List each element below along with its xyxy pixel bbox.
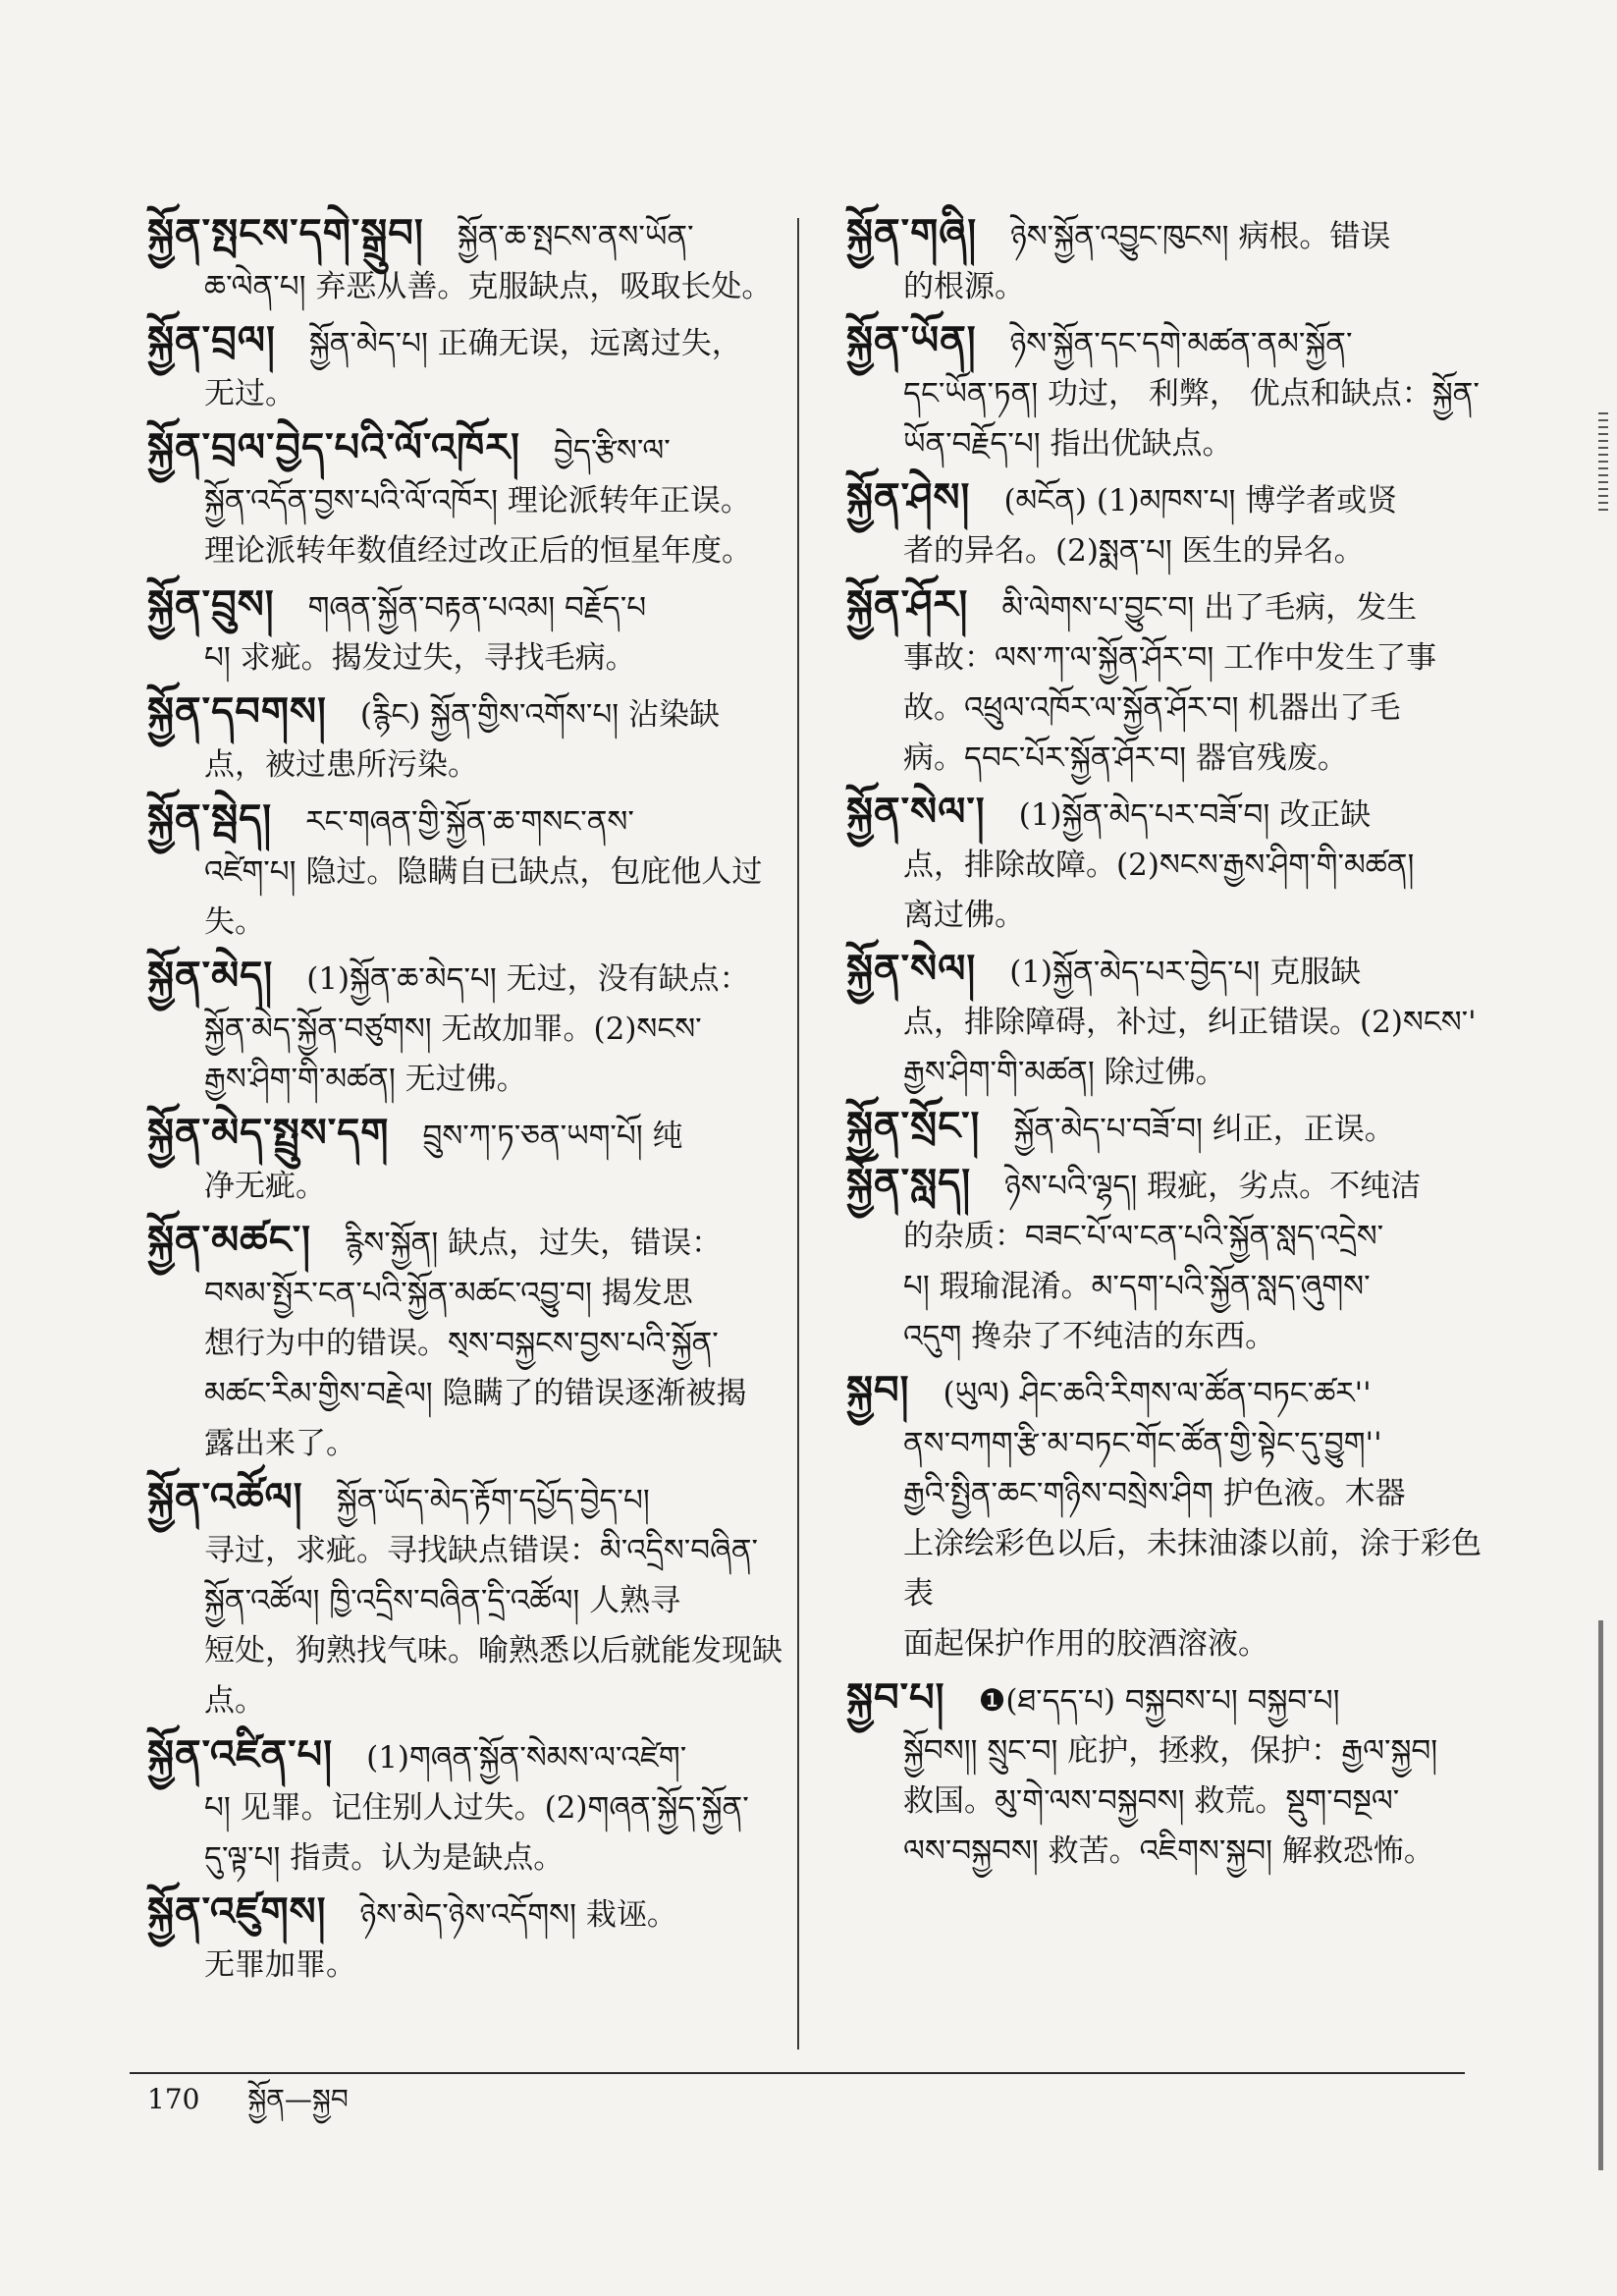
entry-definition-line: 无罪加罪。 <box>204 1947 356 1983</box>
entry-definition-line: རྒྱའི་སྤྱིན་ཆང་གཉིས་བསྲེས་ཤིག 护色液。木器 <box>903 1476 1406 1511</box>
dictionary-entry <box>147 1108 785 1212</box>
entry-definition-line: པ། 求疵。揭发过失，寻找毛病。 <box>204 640 636 676</box>
entry-definition-line: 上涂绘彩色以后，未抹油漆以前，涂于彩色表 <box>903 1526 1482 1612</box>
entry-headword: སྐྱོན་འཛུགས། <box>147 1888 327 1935</box>
page-range: སྐྱོན—སྐྱབ <box>247 2083 349 2115</box>
entry-headword: སྐྱོན་ཤོར། <box>846 581 969 628</box>
entry-definition-line: (ཡུལ) ཤིང་ཆའི་རིགས་ལ་ཚོན་བཏང་ཚར'' <box>943 1376 1372 1411</box>
entry-headword: སྐྱོན་མེད། <box>147 953 274 999</box>
entry-headword: སྐྱོན་བྲུས། <box>147 581 275 628</box>
entry-definition-line: (མངོན) (1)མཁས་པ། 博学者或贤 <box>1003 483 1398 519</box>
entry-definition-line: མཚང་རིམ་གྱིས་བརྗེལ། 隐瞒了的错误逐渐被揭 <box>204 1376 747 1411</box>
entry-headword: སྐྱོན་གཞི། <box>846 210 978 256</box>
entry-definition-line: 病。དབང་པོར་སྐྱོན་ཤོར་བ། 器官残废。 <box>903 740 1348 776</box>
entry-definition-line: 理论派转年数值经过改正后的恒星年度。 <box>204 533 752 569</box>
entry-definition-line: (1)སྐྱོན་ཆ་མེད་པ། 无过，没有缺点： <box>306 961 750 997</box>
entry-definition-line: སྐྱོན་ཆ་སྤངས་ནས་ཡོན་ <box>457 219 694 254</box>
dictionary-entry <box>147 579 785 683</box>
dictionary-entry <box>846 1101 1484 1155</box>
entry-definition-line: (1)གཞན་སྐྱོན་སེམས་ལ་འཛེག་ <box>366 1740 687 1776</box>
entry-definition-line: ལས་བསྐྱབས། 救苦。འཇིགས་སྐྱབ། 解救恐怖。 <box>903 1833 1434 1869</box>
entry-definition-line: ❶(ཐ་དད་པ) བསྐྱབས་པ། བསྐྱབ་པ། <box>978 1683 1340 1719</box>
dictionary-entry <box>846 579 1484 784</box>
dictionary-entry <box>846 472 1484 576</box>
entry-definition-line: རྙིས་སྐྱོན། 缺点，过失，错误： <box>345 1226 723 1261</box>
entry-definition-line: 事故：ལས་ཀ་ལ་སྐྱོན་ཤོར་བ། 工作中发生了事 <box>903 640 1437 676</box>
dictionary-entry <box>147 686 785 791</box>
dictionary-entry <box>846 1672 1484 1877</box>
entry-definition-line: 寻过，求疵。寻找缺点错误：མི་འདྲིས་བཞིན་ <box>204 1533 759 1568</box>
entry-definition-line: ཉེས་སྐྱོན་དང་དགེ་མཚན་ནམ་སྐྱོན་ <box>1009 326 1353 361</box>
dictionary-entry <box>147 1729 785 1884</box>
dictionary-entry <box>846 944 1484 1098</box>
margin-bar <box>1598 1620 1603 2170</box>
entry-definition-line: འཛེག་པ། 隐过。隐瞒自已缺点，包庇他人过失。 <box>204 854 763 940</box>
dictionary-entry <box>147 793 785 948</box>
entry-headword: སྐྱོན་བྲལ་བྱེད་པའི་ལོ་འཁོར། <box>147 424 521 470</box>
entry-definition-line: 点，排除障碍，补过，纠正错误。(2)སངས་' <box>903 1005 1477 1040</box>
entry-definition-line: (རྙིང) སྐྱོན་གྱིས་འགོས་པ། 沾染缺 <box>359 697 721 733</box>
entry-headword: སྐྱོན་ཡོན། <box>846 317 977 363</box>
entry-definition-line: བྱེད་རྩིས་ལ་ <box>554 433 671 468</box>
margin-tick-marks <box>1598 412 1608 511</box>
entry-definition-line: གཞན་སྐྱོན་བརྟན་པའམ། བརྗོད་པ <box>307 590 647 626</box>
entry-definition-line: པ། 瑕瑜混淆。མ་དག་པའི་སྐྱོན་སླད་ཞུགས་ <box>903 1269 1371 1304</box>
left-column <box>147 208 785 1994</box>
entry-definition-line: དང་ཡོན་ཏན། 功过， 利弊， 优点和缺点：སྐྱོན་ <box>903 376 1480 411</box>
entry-definition-line: 短处，狗熟找气味。喻熟悉以后就能发现缺点。 <box>204 1633 782 1719</box>
entry-definition-line: འདུག 搀杂了不纯洁的东西。 <box>903 1319 1276 1354</box>
dictionary-entry <box>147 422 785 576</box>
entry-headword: སྐྱོན་མཚང་། <box>147 1217 311 1263</box>
entry-definition-line: 故。འཕྲུལ་འཁོར་ལ་སྐྱོན་ཤོར་བ། 机器出了毛 <box>903 690 1401 726</box>
entry-headword: སྐྱོན་སེལ་། <box>846 789 986 835</box>
entry-headword: སྐྱོན་བྲལ། <box>147 317 276 363</box>
entry-definition-line: 面起保护作用的胶酒溶液。 <box>903 1626 1268 1662</box>
entry-headword: སྐྱོན་སྤངས་དགེ་སྒྲུབ། <box>147 210 424 256</box>
entry-definition-line: མི་ལེགས་པ་བྱུང་བ། 出了毛病，发生 <box>1001 590 1418 626</box>
entry-headword: སྐྱོན་མེད་སྤྲུས་དག <box>147 1110 390 1156</box>
entry-definition-line: སྐྱོན་མེད་པ་བཟོ་བ། 纠正，正误。 <box>1013 1112 1395 1147</box>
entry-definition-line: ཆ་ལེན་པ། 弃恶从善。克服缺点，吸取长处。 <box>204 269 773 304</box>
dictionary-entry <box>147 951 785 1105</box>
entry-definition-line: རྒྱས་ཤིག་གི་མཚན། 除过佛。 <box>903 1055 1226 1090</box>
entry-definition-line: 者的异名。(2)སྨན་པ། 医生的异名。 <box>903 533 1365 569</box>
entry-definition-line: ཉེས་པའི་ལྷད། 瑕疵，劣点。不纯洁 <box>1004 1169 1422 1204</box>
entry-definition-line: 点，排除故障。(2)སངས་རྒྱས་ཤིག་གི་མཚན། <box>903 847 1415 883</box>
entry-headword: སྐྱོན་དབགས། <box>147 688 327 735</box>
dictionary-entry <box>846 1365 1484 1669</box>
footer-rule <box>130 2072 1465 2074</box>
entry-definition-line: (1)སྐྱོན་མེད་པར་བཟོ་བ། 改正缺 <box>1018 797 1372 833</box>
entry-definition-line: ཡོན་བརྗོད་པ། 指出优缺点。 <box>903 426 1233 462</box>
entry-definition-line: 的根源。 <box>903 269 1025 304</box>
entry-definition-line: 离过佛。 <box>903 898 1025 933</box>
entry-definition-line: རང་གཞན་གྱི་སྐྱོན་ཆ་གསང་ནས་ <box>305 804 634 840</box>
entry-definition-line: ཉེས་སྐྱོན་འབྱུང་ཁུངས། 病根。错误 <box>1010 219 1391 254</box>
entry-headword: སྐྱོན་སྦེད། <box>147 795 273 842</box>
entry-definition-line: བསམ་སྤྱོར་ངན་པའི་སྐྱོན་མཚང་འབྱུ་བ། 揭发思 <box>204 1276 693 1311</box>
entry-definition-line: སྐྱོན་འཚོལ། ཁྱི་འདྲིས་བཞིན་དྲི་འཚོལ། 人熟寻 <box>204 1583 681 1618</box>
entry-headword: སྐྱོན་སླད། <box>846 1160 972 1206</box>
entry-definition-line: ཉེས་མེད་ཉེས་འདོགས། 栽诬。 <box>359 1897 677 1933</box>
entry-headword: སྐྱོན་སེལ། <box>846 946 977 992</box>
entry-definition-line: 想行为中的错误。ས྄ས་བསྐྱངས་བྱས་པའི་སྐྱོན་ <box>204 1326 719 1361</box>
entry-definition-line: ནས་བཀག་རྩི་མ་བཏང་གོང་ཚོན་གྱི་སྟེང་དུ་བྱུག'' <box>903 1426 1382 1461</box>
entry-headword: སྐྱོན་ཤེས། <box>846 474 971 520</box>
entry-headword: སྐྱབ། <box>846 1367 910 1413</box>
right-column <box>846 208 1484 1880</box>
dictionary-entry <box>147 1215 785 1469</box>
entry-definition-line: 净无疵。 <box>204 1169 326 1204</box>
entry-definition-line: སྐྱོབས།། སྲུང་བ། 庇护，拯救，保护：རྒྱལ་སྐྱབ། <box>903 1733 1438 1769</box>
dictionary-entry <box>147 208 785 312</box>
entry-definition-line: རྒྱས་ཤིག་གི་མཚན། 无过佛。 <box>204 1062 527 1097</box>
entry-headword: སྐྱབ་པ། <box>846 1674 945 1721</box>
entry-headword: སྐྱོན་འཚོལ། <box>147 1474 303 1520</box>
page-footer <box>147 2080 349 2119</box>
entry-definition-line: སྐྱོན་འདོན་བྱས་པའི་ལོ་འཁོར། 理论派转年正误。 <box>204 483 751 519</box>
dictionary-entry <box>846 787 1484 941</box>
entry-definition-line: སྐྱོན་མེད་སྐྱོན་བཙུགས། 无故加罪。(2)སངས་ <box>204 1011 702 1047</box>
page-number: 170 <box>147 2083 200 2115</box>
entry-definition-line: 救国。མུ་གེ་ལས་བསྐྱབས། 救荒。སྡུག་བསྔལ་ <box>903 1783 1400 1819</box>
entry-definition-line: 点，被过患所污染。 <box>204 747 478 783</box>
entry-definition-line: (1)སྐྱོན་མེད་པར་བྱེད་པ། 克服缺 <box>1009 955 1362 990</box>
entry-definition-line: སྐྱོན་ཡོད་མེད་རྟོག་དཔྱོད་བྱེད་པ། <box>336 1483 650 1518</box>
entry-definition-line: 露出来了。 <box>204 1426 356 1461</box>
entry-definition-line: སྐྱོན་མེད་པ། 正确无误，远离过失， <box>308 326 742 361</box>
dictionary-entry <box>846 315 1484 469</box>
entry-definition-line: བྲུས་ཀ་ཏ་ཅན་ཡག་པོ། 纯 <box>422 1119 683 1154</box>
dictionary-entry <box>147 1472 785 1726</box>
entry-definition-line: 无过。 <box>204 376 296 411</box>
dictionary-entry <box>846 208 1484 312</box>
entry-definition-line: 的杂质：བཟང་པོ་ལ་ངན་པའི་སྐྱོན་སླད་འདྲེས་ <box>903 1219 1384 1254</box>
dictionary-entry <box>846 1158 1484 1362</box>
entry-headword: སྐྱོན་སྲོང་། <box>846 1103 981 1149</box>
entry-definition-line: དུ་ལྟ་པ། 指责。认为是缺点。 <box>204 1840 565 1876</box>
entry-definition-line: པ། 见罪。记住别人过失。(2)གཞན་སྐྱོད་སྐྱོན་ <box>204 1790 749 1826</box>
column-divider <box>797 218 799 2050</box>
entry-headword: སྐྱོན་འཛིན་པ། <box>147 1731 334 1777</box>
dictionary-entry <box>147 1886 785 1991</box>
dictionary-entry <box>147 315 785 419</box>
